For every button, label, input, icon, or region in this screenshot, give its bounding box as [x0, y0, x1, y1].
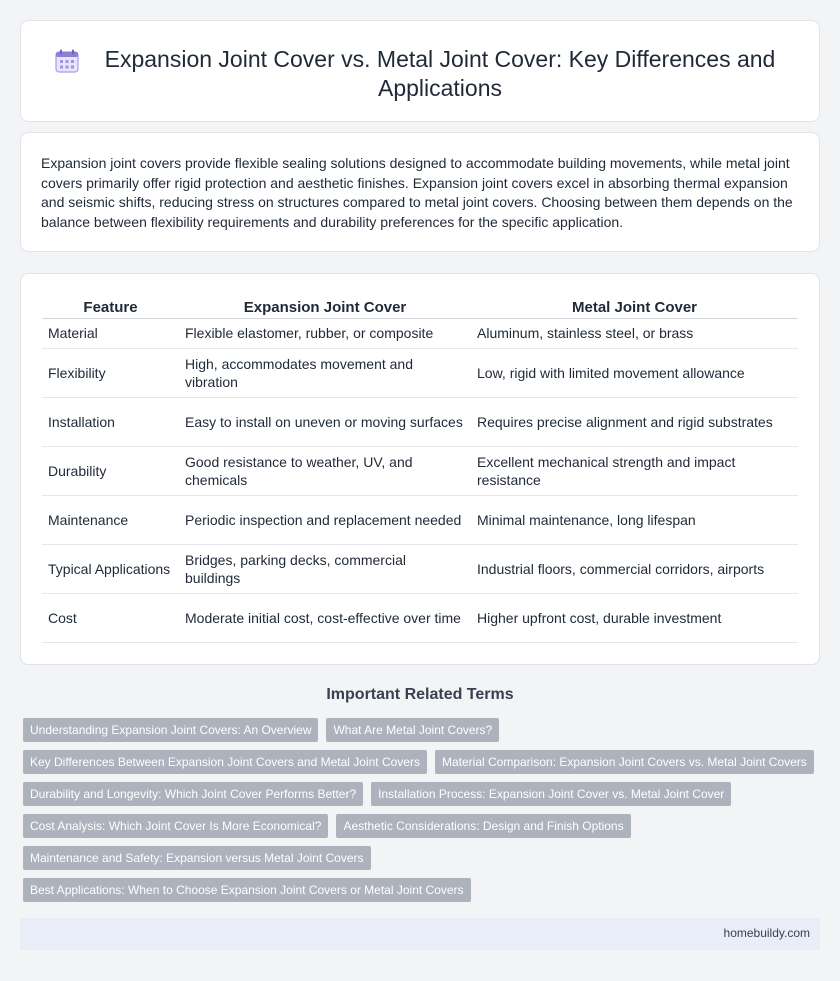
related-term-tag[interactable]: Understanding Expansion Joint Covers: An Overview: [23, 718, 318, 742]
footer-site-link[interactable]: homebuildy.com: [723, 926, 810, 940]
feature-cell: Durability: [42, 446, 179, 495]
feature-cell: Installation: [42, 397, 179, 446]
metal-cell: Industrial floors, commercial corridors, airports: [471, 544, 798, 593]
comparison-table: [42, 296, 798, 643]
table-row: [42, 544, 798, 593]
feature-cell: Material: [42, 318, 179, 348]
metal-cell: Low, rigid with limited movement allowance: [471, 348, 798, 397]
expansion-cell: High, accommodates movement and vibration: [179, 348, 471, 397]
intro-card: [20, 132, 820, 252]
table-row: [42, 593, 798, 642]
related-term-tag[interactable]: Aesthetic Considerations: Design and Finish Options: [336, 814, 630, 838]
table-row: [42, 397, 798, 446]
feature-cell: Maintenance: [42, 495, 179, 544]
table-row: [42, 348, 798, 397]
header-feature: Feature: [42, 296, 179, 318]
related-term-tag[interactable]: Maintenance and Safety: Expansion versus Metal Joint Covers: [23, 846, 371, 870]
metal-cell: Minimal maintenance, long lifespan: [471, 495, 798, 544]
metal-cell: Higher upfront cost, durable investment: [471, 593, 798, 642]
table-header-row: [42, 296, 798, 318]
related-term-tag[interactable]: Material Comparison: Expansion Joint Covers vs. Metal Joint Covers: [435, 750, 814, 774]
title-card: [20, 20, 820, 122]
expansion-cell: Moderate initial cost, cost-effective over time: [179, 593, 471, 642]
related-term-tag[interactable]: Key Differences Between Expansion Joint Covers and Metal Joint Covers: [23, 750, 427, 774]
metal-cell: Requires precise alignment and rigid substrates: [471, 397, 798, 446]
related-terms-heading: Important Related Terms: [326, 686, 514, 703]
expansion-cell: Flexible elastomer, rubber, or composite: [179, 318, 471, 348]
footer: [20, 918, 820, 950]
expansion-cell: Easy to install on uneven or moving surfaces: [179, 397, 471, 446]
header-expansion-joint-cover: Expansion Joint Cover: [179, 296, 471, 318]
table-row: [42, 446, 798, 495]
feature-cell: Flexibility: [42, 348, 179, 397]
related-terms-list: [23, 718, 819, 902]
expansion-cell: Bridges, parking decks, commercial buildings: [179, 544, 471, 593]
related-term-tag[interactable]: What Are Metal Joint Covers?: [326, 718, 499, 742]
feature-cell: Typical Applications: [42, 544, 179, 593]
table-row: [42, 495, 798, 544]
metal-cell: Excellent mechanical strength and impact resistance: [471, 446, 798, 495]
feature-cell: Cost: [42, 593, 179, 642]
metal-cell: Aluminum, stainless steel, or brass: [471, 318, 798, 348]
table-row: [42, 318, 798, 348]
expansion-cell: Periodic inspection and replacement needed: [179, 495, 471, 544]
page-title: Expansion Joint Cover vs. Metal Joint Cover: Key Differences and Applications: [104, 46, 776, 101]
comparison-card: [20, 273, 820, 665]
expansion-cell: Good resistance to weather, UV, and chemicals: [179, 446, 471, 495]
related-term-tag[interactable]: Durability and Longevity: Which Joint Cover Performs Better?: [23, 782, 363, 806]
related-term-tag[interactable]: Best Applications: When to Choose Expansion Joint Covers or Metal Joint Covers: [23, 878, 471, 902]
related-term-tag[interactable]: Cost Analysis: Which Joint Cover Is More Economical?: [23, 814, 328, 838]
intro-paragraph: Expansion joint covers provide flexible sealing solutions designed to accommodate building movements, while metal joint covers primarily offer rigid protection and aesthetic finishes. Expansion joint covers excel in absorbing thermal expansion and seismic shifts, reducing stress on structures compared to metal joint covers. Choosing between them depends on the balance between flexibility requirements and durability preferences for the specific application.: [41, 155, 793, 230]
header-metal-joint-cover: Metal Joint Cover: [471, 296, 798, 318]
related-term-tag[interactable]: Installation Process: Expansion Joint Cover vs. Metal Joint Cover: [371, 782, 731, 806]
